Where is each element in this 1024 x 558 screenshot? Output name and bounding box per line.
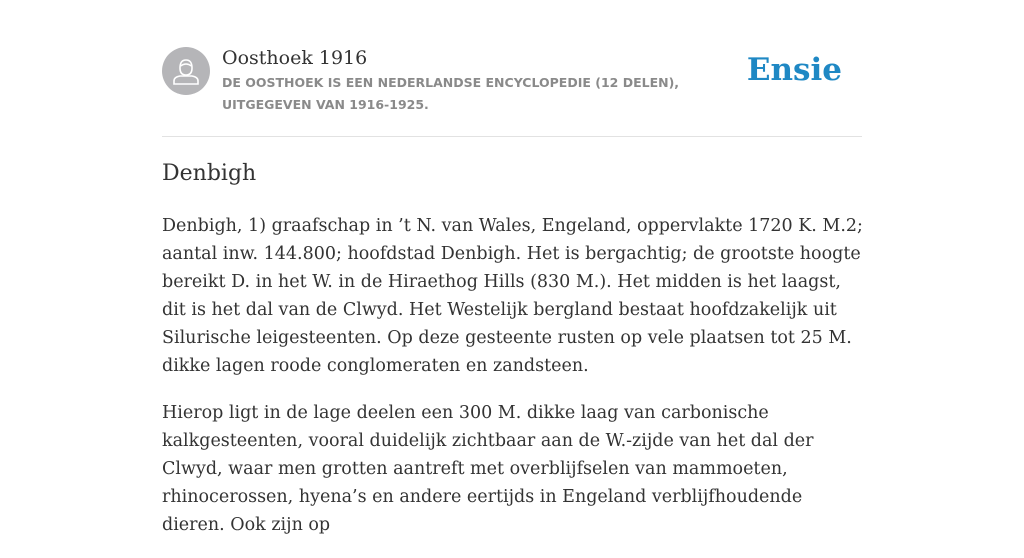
source-description: DE OOSTHOEK IS EEN NEDERLANDSE ENCYCLOPEDIE (12 DELEN), UITGEGEVEN VAN 1916-1925.: [222, 75, 680, 112]
article-body: [162, 212, 868, 558]
source-title[interactable]: Oosthoek 1916: [222, 47, 368, 69]
ensie-logo[interactable]: Ensie: [746, 52, 842, 88]
source-header: [162, 46, 862, 137]
article-title: Denbigh: [162, 161, 257, 186]
user-avatar-icon[interactable]: [162, 47, 210, 95]
article-paragraph: Denbigh, 1) graafschap in ’t N. van Wales, Engeland, oppervlakte 1720 K. M.2; aantal inw. 144.800; hoofdstad Denbigh. Het is bergachtig; de grootste hoogte bereikt D. in het W. in de Hiraethog Hills (830 M.). Het midden is het laagst, dit is het dal van de Clwyd. Het Westelijk bergland bestaat hoofdzakelijk uit Silurische leigesteenten. Op deze gesteente rusten op vele plaatsen tot 25 M. dikke lagen roode conglomeraten en zandsteen.: [162, 216, 863, 376]
article-paragraph: Hierop ligt in de lage deelen een 300 M. dikke laag van carbonische kalkgesteenten, vooral duidelijk zichtbaar aan de W.-zijde van het dal der Clwyd, waar men grotten aantreft met overblijfselen van mammoeten, rhinocerossen, hyena’s en andere eertijds in Engeland verblijfhoudende dieren. Ook zijn op: [162, 403, 814, 535]
